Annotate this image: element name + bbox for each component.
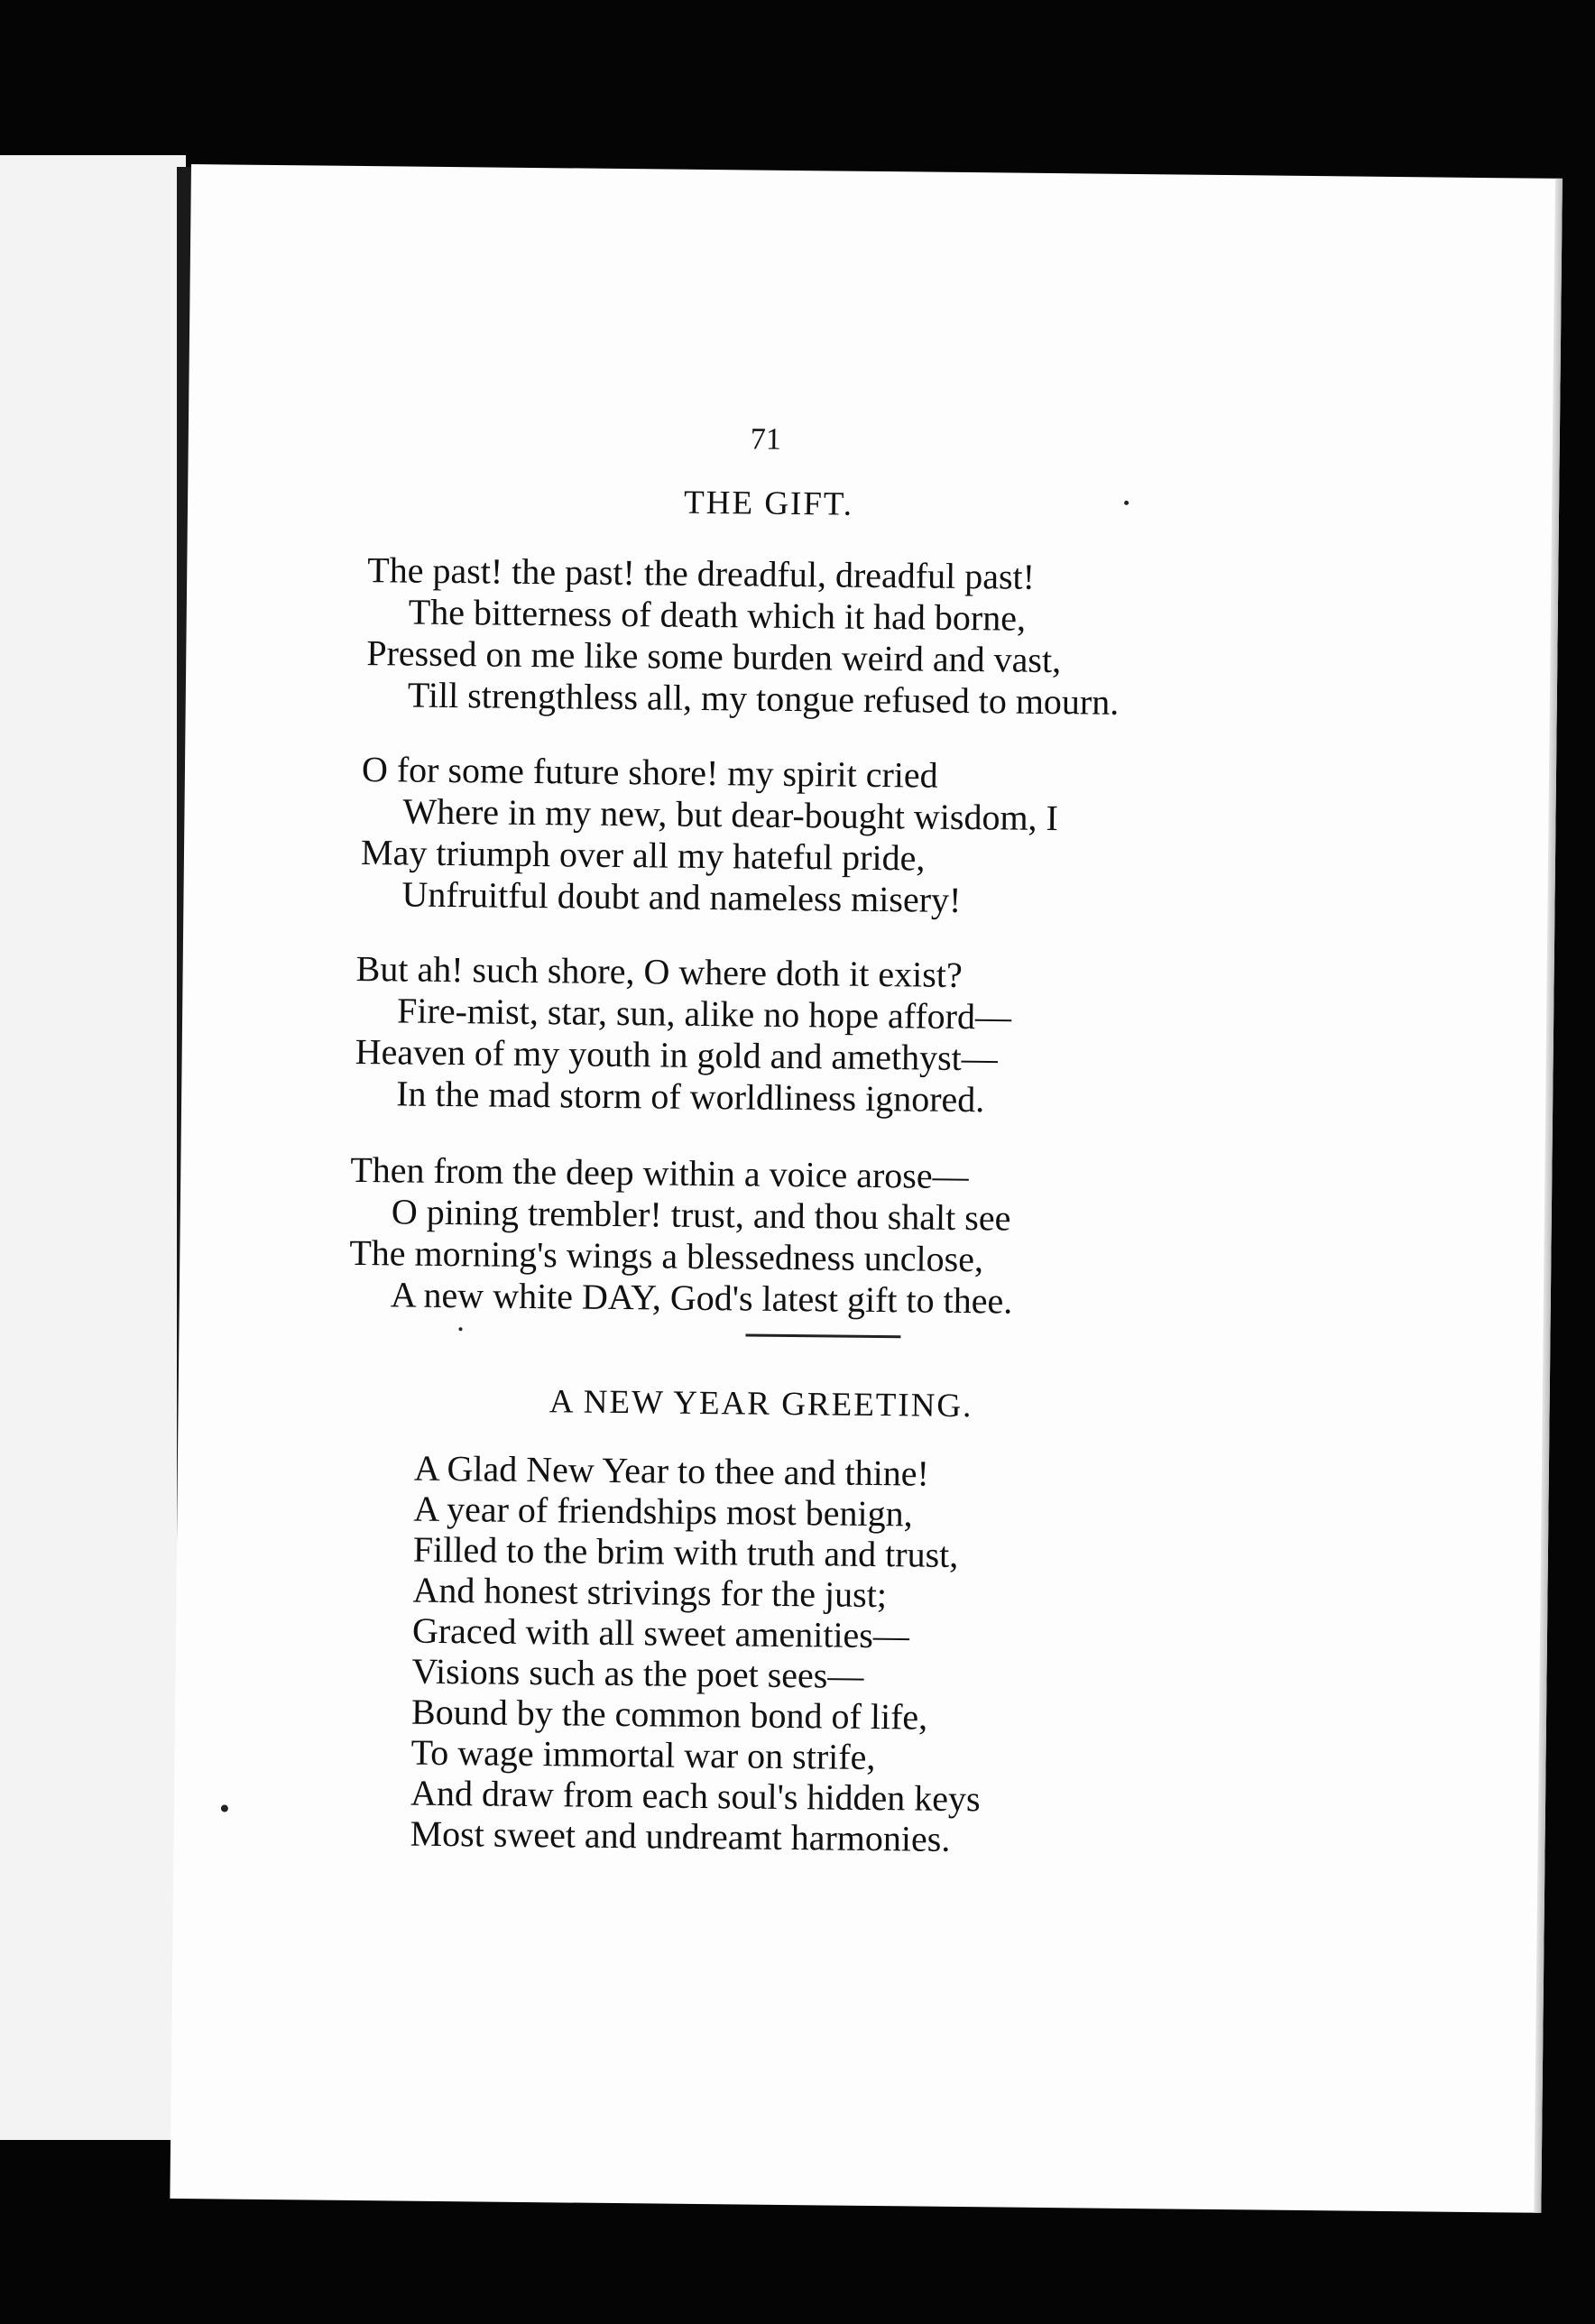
facing-page-edge [0, 155, 186, 2140]
poem-stanza [366, 549, 1120, 724]
poem-line: A year of friendships most benign, [413, 1488, 913, 1535]
poem-line: The morning's wings a blessedness unclose, [349, 1231, 984, 1280]
poem-line: And draw from each soul's hidden keys [410, 1772, 981, 1820]
poem-line: May triumph over all my hateful pride, [360, 832, 926, 879]
poem-line: Till strengthless all, my tongue refused to mourn. [407, 674, 1120, 723]
poem-line: A Glad New Year to thee and thine! [413, 1447, 930, 1494]
poem-line: The bitterness of death which it had borne, [408, 591, 1027, 639]
scan-speck [458, 1327, 462, 1331]
page-edge-shadow [1534, 179, 1563, 2213]
poem-line: Then from the deep within a voice arose— [350, 1148, 969, 1197]
poem-title-the-gift: THE GIFT. [683, 484, 854, 523]
poem-line: Where in my new, but dear-bought wisdom, I [402, 790, 1059, 839]
poem-line: O for some future shore! my spirit cried [361, 749, 938, 796]
poem-line: Fire-mist, star, sun, alike no hope afford— [396, 990, 1012, 1038]
poem-stanza [355, 948, 1012, 1121]
poem-line: Most sweet and undreamt harmonies. [410, 1812, 951, 1859]
poem-line: A new white DAY, God's latest gift to thee. [390, 1274, 1013, 1322]
poem-stanza-new-year [410, 1448, 983, 1860]
poem-line: In the mad storm of worldliness ignored. [395, 1073, 985, 1120]
poem-line: Bound by the common bond of life, [410, 1691, 928, 1738]
book-page [170, 164, 1563, 2213]
poem-line: Heaven of my youth in gold and amethyst— [355, 1030, 999, 1079]
poem-title-new-year-greeting: A NEW YEAR GREETING. [549, 1383, 973, 1425]
poem-stanza [360, 749, 1058, 922]
poem-line: O pining trembler! trust, and thou shalt see [391, 1191, 1011, 1239]
page-number: 71 [750, 422, 782, 456]
poem-line: Visions such as the poet sees— [411, 1650, 864, 1696]
poem-stanza [349, 1149, 1014, 1323]
scan-speck [221, 1804, 228, 1812]
poem-line: Filled to the brim with truth and trust, [412, 1528, 959, 1575]
section-separator-rule [745, 1334, 900, 1339]
poem-line: Graced with all sweet amenities— [411, 1609, 910, 1656]
poem-line: Unfruitful doubt and nameless misery! [401, 873, 962, 920]
poem-line: The past! the past! the dreadful, dreadful past! [367, 549, 1036, 597]
scan-speck [1124, 501, 1129, 505]
poem-line: To wage immortal war on strife, [410, 1731, 876, 1778]
poem-line: But ah! such shore, O where doth it exist? [355, 947, 963, 995]
poem-line: Pressed on me like some burden weird and vast, [366, 632, 1062, 681]
poem-line: And honest strivings for the just; [412, 1569, 888, 1616]
